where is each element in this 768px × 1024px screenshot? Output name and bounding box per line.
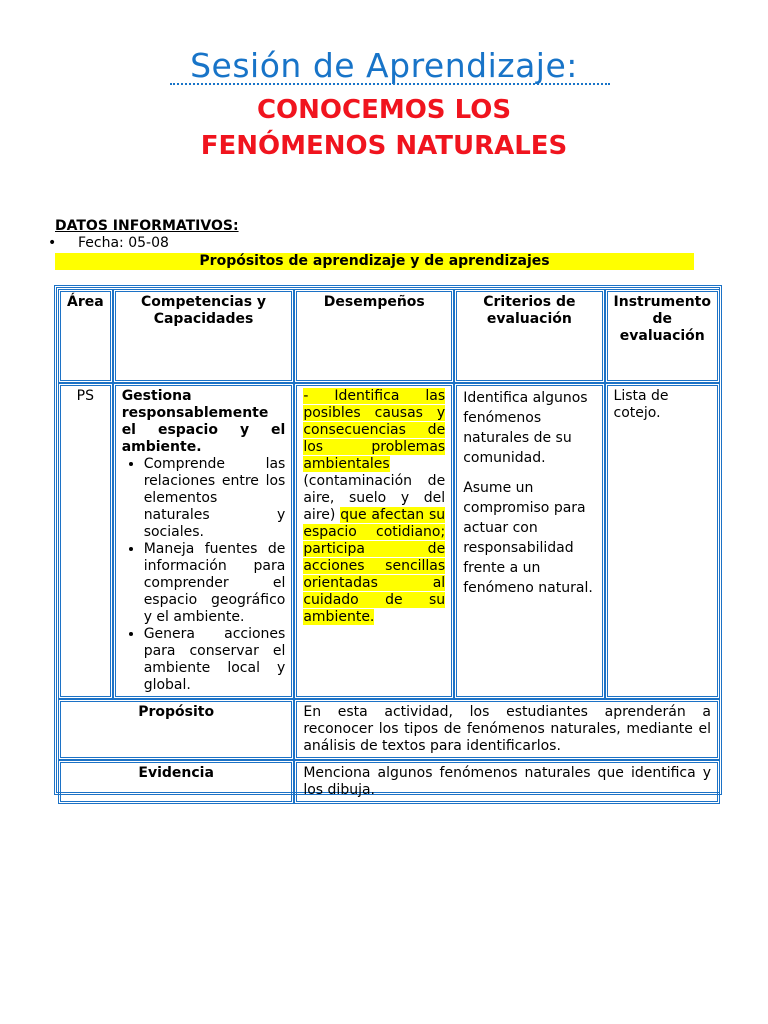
evidencia-text: Menciona algunos fenómenos naturales que identifica y los dibuja.: [294, 760, 720, 804]
header-instrumento: Instrumento de evaluación: [605, 289, 720, 383]
proposito-row: [58, 699, 720, 760]
table-header-row: [58, 289, 720, 383]
desempeno-plain: (contaminación de aire, suelo y del aire): [303, 473, 446, 523]
criterio-2: Asume un compromiso para actuar con responsabilidad frente a un fenómeno natural.: [463, 480, 593, 596]
title-underline: [170, 83, 610, 85]
desempeno-highlight-2: que afectan su espacio cotidiano; participa de acciones sencillas orientadas al cuidado de su ambiente.: [303, 507, 446, 625]
cell-competencias: [113, 383, 295, 699]
header-desempenos: Desempeños: [294, 289, 454, 383]
cell-desempenos: [294, 383, 454, 699]
competencia-title: Gestiona responsablemente el espacio y el ambiente.: [121, 388, 286, 455]
fecha-item: [48, 235, 169, 251]
proposito-label: Propósito: [58, 699, 294, 760]
propositos-heading: Propósitos de aprendizaje y de aprendizajes: [55, 253, 694, 270]
capacidad-item: • Maneja fuentes de información para comprender el espacio geográfico y el ambiente.: [144, 541, 286, 626]
evidencia-row: [58, 760, 720, 804]
cell-area: PS: [58, 383, 113, 699]
header-area: Área: [58, 289, 113, 383]
header-competencias: Competencias y Capacidades: [113, 289, 295, 383]
subtitle-line-1: CONOCEMOS LOS: [256, 95, 512, 125]
capacidad-item: • Comprende las relaciones entre los elementos naturales y sociales.: [144, 456, 286, 541]
datos-informativos-heading: DATOS INFORMATIVOS:: [55, 218, 239, 234]
criterio-1: Identifica algunos fenómenos naturales de su comunidad.: [463, 390, 588, 466]
page-title: Sesión de Aprendizaje:: [190, 46, 578, 85]
capacidad-item: • Genera acciones para conservar el ambiente local y global.: [144, 626, 286, 694]
table-row: [58, 383, 720, 699]
subtitle-line-2: FENÓMENOS NATURALES: [200, 131, 568, 161]
cell-criterios: [454, 383, 604, 699]
capacidades-list: [122, 456, 286, 694]
fecha-text: Fecha: 05-08: [78, 235, 169, 251]
header-criterios: Criterios de evaluación: [454, 289, 604, 383]
bullet-icon: •: [48, 235, 57, 251]
cell-instrumento: Lista de cotejo.: [605, 383, 720, 699]
evidencia-label: Evidencia: [58, 760, 294, 804]
session-subtitle: [0, 92, 768, 164]
learning-table: [58, 289, 720, 804]
desempeno-highlight-1: - Identifica las posibles causas y consecuencias de los problemas ambientales: [303, 388, 446, 472]
proposito-text: En esta actividad, los estudiantes aprenderán a reconocer los tipos de fenómenos naturales, mediante el análisis de textos para identificarlos.: [294, 699, 720, 760]
